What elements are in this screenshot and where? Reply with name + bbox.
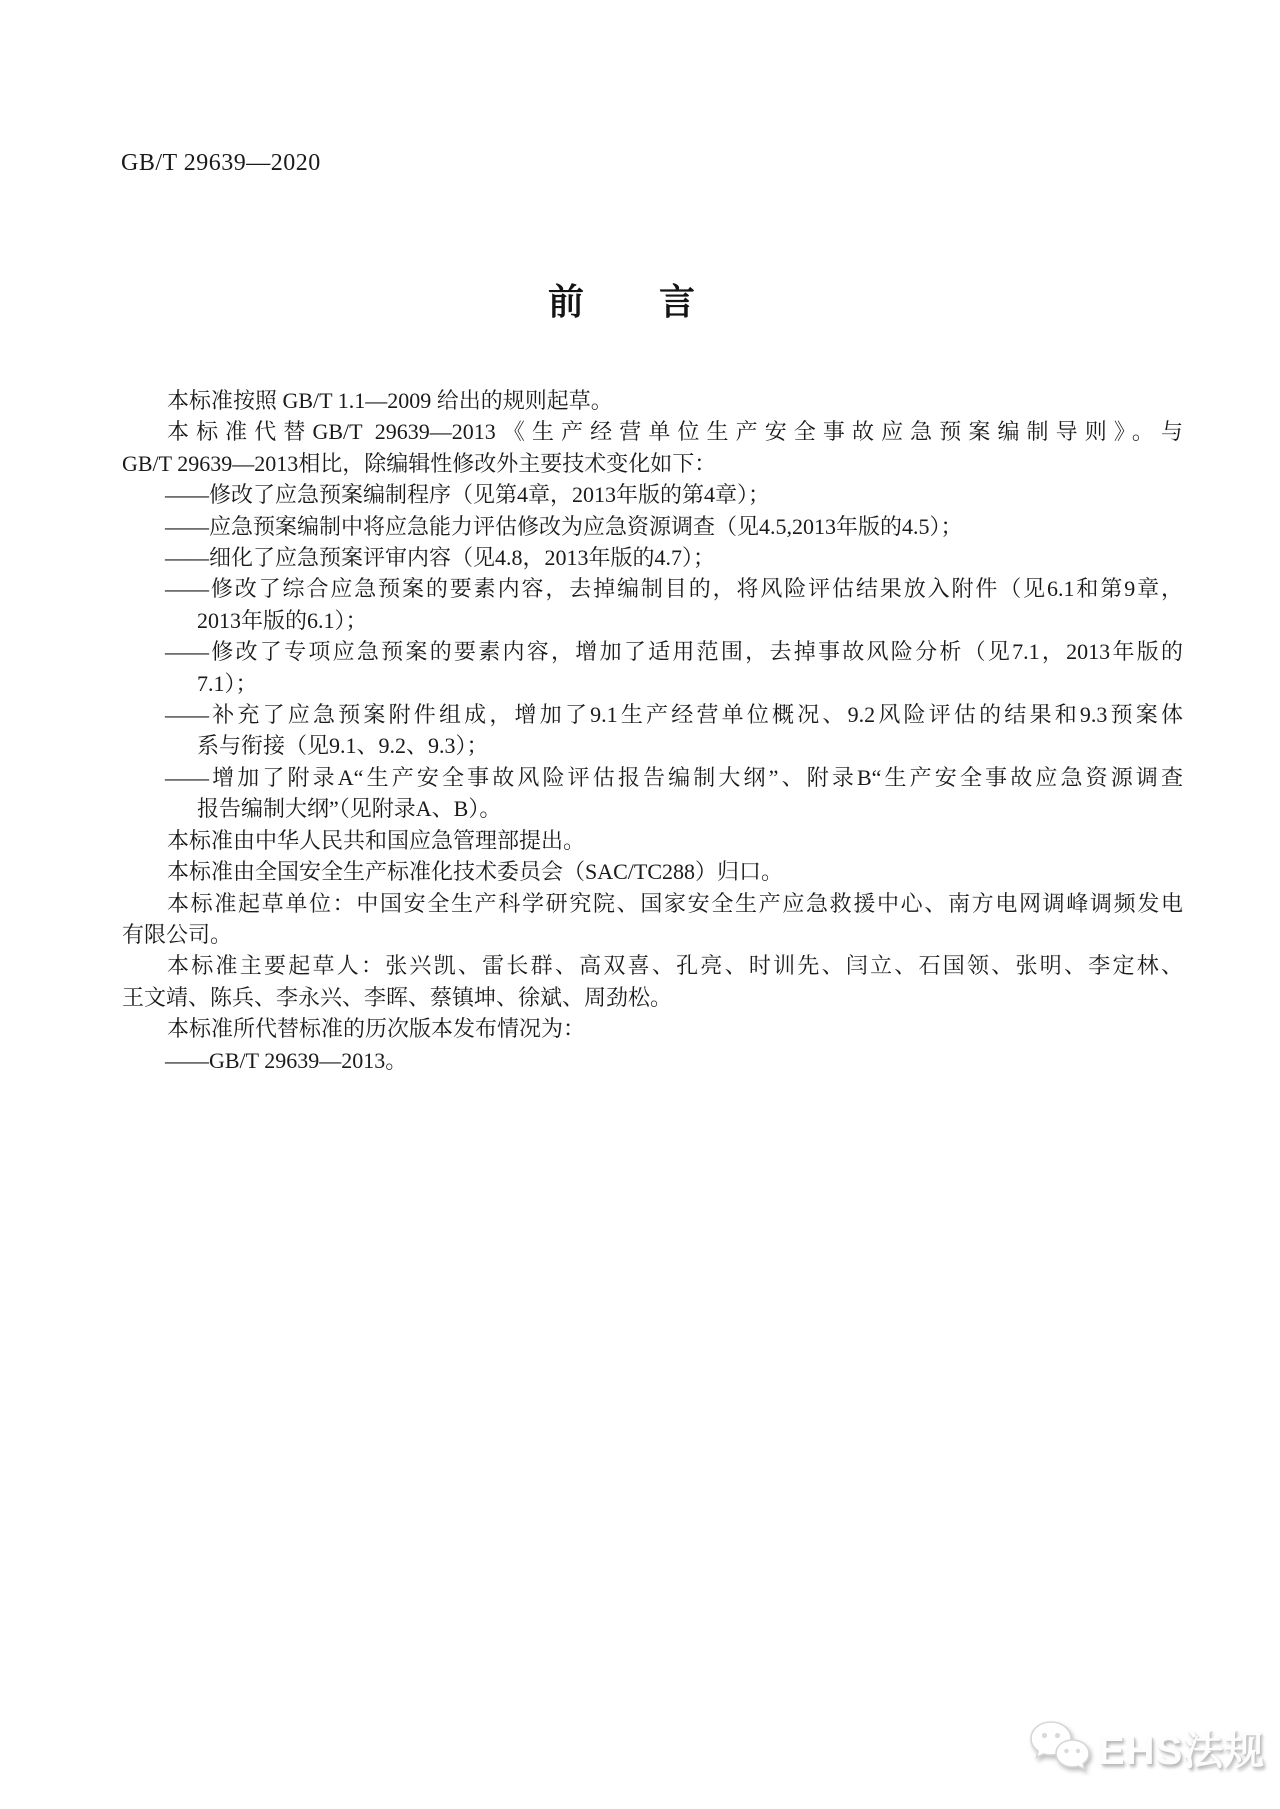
text-line: 本标准代替GB/T 29639—2013《生产经营单位生产安全事故应急预案编制导则》。与 [167, 419, 1183, 445]
text-line: GB/T 29639—2013相比，除编辑性修改外主要技术变化如下： [122, 450, 717, 476]
text-line: 系与衔接（见9.1、9.2、9.3）； [197, 733, 489, 759]
text-line: 本标准按照 GB/T 1.1—2009 给出的规则起草。 [167, 388, 613, 413]
text-line: ——GB/T 29639—2013。 [165, 1047, 408, 1073]
foreword-body [122, 385, 1183, 1076]
text-line: 7.1）； [197, 670, 258, 696]
text-line: ——修改了综合应急预案的要素内容，去掉编制目的，将风险评估结果放入附件（见6.1和第9章， [165, 576, 1183, 602]
text-line: 本标准起草单位：中国安全生产科学研究院、国家安全生产应急救援中心、南方电网调峰调频发电 [167, 890, 1183, 916]
text-line: 有限公司。 [122, 921, 233, 947]
text-line: 本标准由全国安全生产标准化技术委员会（SAC/TC288）归口。 [167, 859, 784, 885]
standard-number: GB/T 29639—2020 [121, 150, 321, 176]
text-line: ——细化了应急预案评审内容（见4.8，2013年版的4.7）； [165, 545, 716, 571]
text-line: 王文靖、陈兵、李永兴、李晖、蔡镇坤、徐斌、周劲松。 [122, 984, 673, 1010]
text-line: ——增加了附录A“生产安全事故风险评估报告编制大纲”、附录B“生产安全事故应急资源调查 [165, 764, 1183, 790]
text-line: ——修改了应急预案编制程序（见第4章，2013年版的第4章）； [165, 482, 771, 508]
text-line: 本标准所代替标准的历次版本发布情况为： [167, 1016, 586, 1042]
watermark-text: EHS法规 [1098, 1728, 1266, 1773]
watermark [1028, 1718, 1265, 1776]
text-line: ——应急预案编制中将应急能力评估修改为应急资源调查（见4.5,2013年版的4.5）； [165, 513, 963, 539]
text-line: ——补充了应急预案附件组成，增加了9.1生产经营单位概况、9.2风险评估的结果和9.3预案体 [165, 702, 1183, 728]
page-title: 前 言 [547, 281, 696, 322]
wechat-icon [1028, 1718, 1092, 1776]
text-line: 报告编制大纲”（见附录A、B）。 [197, 796, 502, 822]
text-line: ——修改了专项应急预案的要素内容，增加了适用范围，去掉事故风险分析（见7.1，2013年版的 [165, 639, 1183, 665]
text-line: 2013年版的6.1）； [197, 607, 368, 633]
text-line: 本标准由中华人民共和国应急管理部提出。 [167, 827, 586, 853]
text-line: 本标准主要起草人：张兴凯、雷长群、高双喜、孔亮、时训先、闫立、石国领、张明、李定林、 [167, 953, 1183, 979]
